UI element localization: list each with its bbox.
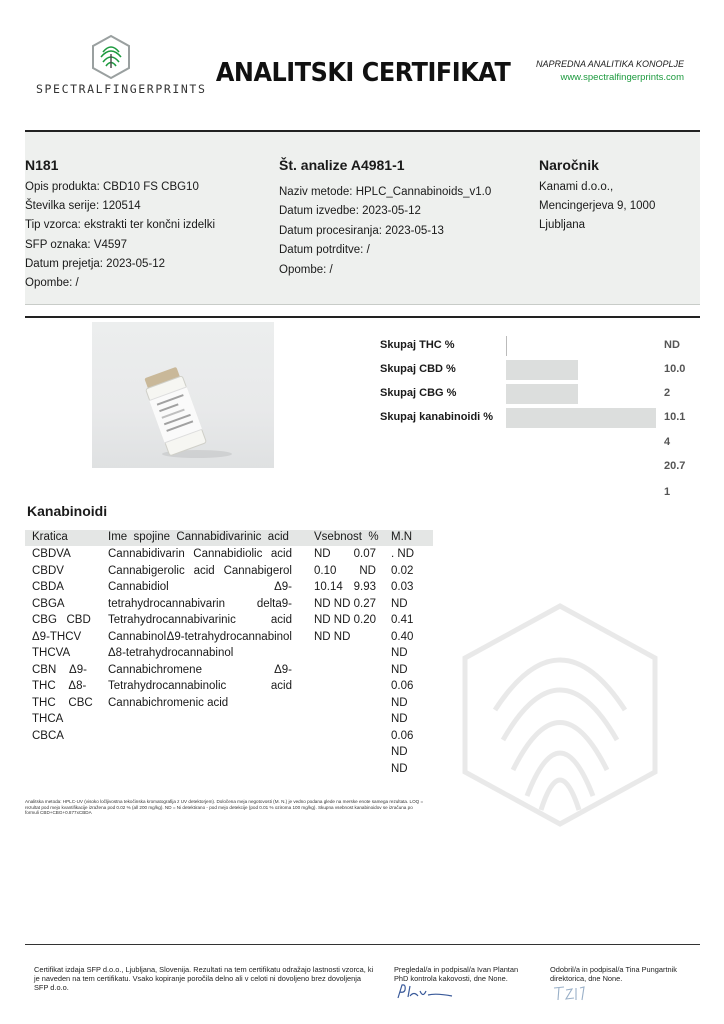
vsebnost-row xyxy=(314,596,376,613)
ime-word: Δ9-tetrahydrocannabinol xyxy=(166,630,292,643)
vsebnost-row xyxy=(314,629,376,646)
info-panel xyxy=(25,132,700,305)
kratica-cell: THC Δ8- xyxy=(32,680,87,692)
client-info xyxy=(539,156,655,236)
brand-logo xyxy=(36,34,207,106)
summary-bar xyxy=(506,360,578,380)
ime-word: Cannabinol xyxy=(108,630,167,643)
mn-cell: ND xyxy=(391,696,408,709)
mn-cell: ND xyxy=(391,597,408,610)
analysis-info xyxy=(279,156,491,280)
ime-word: tetrahydrocannabivarin xyxy=(108,597,225,610)
brand-contact xyxy=(536,58,684,84)
vsebnost-value: 0.07 xyxy=(353,548,376,560)
kratica-cell: CBDA xyxy=(32,581,64,593)
kratica-cell: CBG CBD xyxy=(32,614,91,626)
ime-word: Cannabichromene xyxy=(108,663,202,676)
header-ime: Ime spojine Cannabidivarinic acid xyxy=(108,531,289,543)
ime-word: Cannabidiol xyxy=(108,581,169,593)
footer-approved: Odobril/a in podpisal/a Tina Pungartnik direktorica, dne None. xyxy=(550,965,677,983)
product-line: Opombe: / xyxy=(25,277,79,290)
vial-icon xyxy=(137,364,213,462)
ime-row xyxy=(108,546,292,563)
mn-cell: . ND xyxy=(391,548,414,560)
ime-row xyxy=(108,629,292,646)
ime-word: delta9- xyxy=(256,597,292,610)
vsebnost-value: 10.14 xyxy=(314,581,343,593)
ime-word: Δ8-tetrahydrocannabinol xyxy=(108,647,234,659)
analysis-heading: Št. analize A4981-1 xyxy=(279,157,405,173)
summary-bar-track xyxy=(506,408,656,428)
vsebnost-value: ND xyxy=(359,564,376,577)
vsebnost-row xyxy=(314,563,376,580)
mn-cell: ND xyxy=(391,762,408,775)
client-line: Mencingerjeva 9, 1000 xyxy=(539,200,656,213)
ime-row xyxy=(108,645,292,662)
client-line: Kanami d.o.o., xyxy=(539,181,614,193)
summary-extra-value: 20.7 xyxy=(664,460,686,472)
brand-name: SPECTRALFINGERPRINTS xyxy=(36,82,207,96)
summary-bar xyxy=(506,384,578,404)
ime-word: acid xyxy=(270,680,292,692)
vsebnost-value: ND ND xyxy=(314,630,351,643)
vsebnost-value: ND ND xyxy=(314,597,351,610)
ime-word: Cannabigerol xyxy=(223,564,292,577)
fingerprint-logo-icon xyxy=(89,34,133,80)
summary-bar-track xyxy=(506,336,656,356)
kratica-cell: CBCA xyxy=(32,729,64,742)
summary-bar-track xyxy=(506,384,656,404)
vsebnost-column xyxy=(314,546,376,645)
mn-cell: 0.06 xyxy=(391,729,414,742)
ime-word: Tetrahydrocannabinolic xyxy=(108,680,227,692)
ime-word: Cannabidiolic xyxy=(193,548,263,560)
analysis-line: Opombe: / xyxy=(279,263,333,276)
summary-bar xyxy=(506,408,656,428)
kratica-cell: CBGA xyxy=(32,597,65,610)
summary-bar xyxy=(506,336,507,356)
mn-cell: 0.40 xyxy=(391,630,414,643)
mn-cell: ND xyxy=(391,663,408,676)
header-kratica: Kratica xyxy=(32,531,68,543)
method-footnote: Analitska metoda: HPLC-UV (visoko ločljivostna tekočinska kromatografija z UV detektorjem). Določena meja negotovosti (M. N.) je vedno podana glede na merske enote samega rezultata. LOQ = rezultat pod mejo kvantifikacije izražena pod 0.02 % (all 200 mg/kg). ND = Ni detektirano - pod mejo detekcije (pod 0.01 % oziroma 100 mg/kg). Skupna vsebnost kanabinoidov se izračuna po formuli CBD+CBG+0.877xCBDA xyxy=(25,799,424,816)
summary-bar-track xyxy=(506,360,656,380)
mn-cell: ND xyxy=(391,647,408,659)
watermark-logo-icon xyxy=(455,600,665,830)
brand-tagline: NAPREDNA ANALITIKA KONOPLJE xyxy=(535,59,684,69)
document-title: ANALITSKI CERTIFIKAT xyxy=(215,58,511,88)
product-info xyxy=(25,156,215,293)
footer-issuer: Certifikat izdaja SFP d.o.o., Ljubljana, Slovenija. Rezultati na tem certifikatu odražajo lastnosti vzorca, ki je naveden na tem certifikatu. Vsako kopiranje poročila delno ali v celoti ni dovoljeno brez dovoljenja SFP d.o.o. xyxy=(34,965,374,992)
mn-column xyxy=(391,546,414,777)
summary-value: 2 xyxy=(664,387,671,399)
mn-cell: 0.03 xyxy=(391,581,414,593)
ime-row xyxy=(108,695,292,712)
product-line: Datum prejetja: 2023-05-12 xyxy=(25,257,165,270)
ime-column xyxy=(108,546,292,711)
mn-cell: 0.41 xyxy=(391,614,414,626)
mn-cell: ND xyxy=(391,746,408,758)
vsebnost-value: 0.27 xyxy=(353,597,376,610)
ime-word: Δ9- xyxy=(274,581,292,593)
analysis-line: Datum procesiranja: 2023-05-13 xyxy=(279,224,444,237)
summary-label: Skupaj kanabinoidi % xyxy=(380,411,494,423)
analysis-line: Datum potrditve: / xyxy=(279,244,370,257)
summary-label: Skupaj CBG % xyxy=(380,387,457,399)
vsebnost-row xyxy=(314,612,376,629)
ime-row xyxy=(108,662,292,679)
mn-cell: 0.06 xyxy=(391,680,414,692)
ime-row xyxy=(108,612,292,629)
summary-extra-value: 1 xyxy=(664,486,671,498)
footer-reviewed: Pregledal/a in podpisal/a Ivan Plantan PhD kontrola kakovosti, dne None. xyxy=(394,965,519,983)
bottom-divider xyxy=(25,944,700,945)
sample-photo xyxy=(92,322,274,468)
ime-row xyxy=(108,596,292,613)
kratica-cell: CBDV xyxy=(32,564,64,577)
table-header xyxy=(25,530,433,546)
vsebnost-value: 9.93 xyxy=(353,581,376,593)
ime-row xyxy=(108,678,292,695)
client-heading: Naročnik xyxy=(539,157,599,173)
analysis-line: Naziv metode: HPLC_Cannabinoids_v1.0 xyxy=(279,186,492,198)
client-line: Ljubljana xyxy=(539,219,586,232)
kratica-cell: Δ9-THCV xyxy=(32,630,82,643)
product-line: Opis produkta: CBD10 FS CBG10 xyxy=(25,181,199,193)
mn-cell: ND xyxy=(391,713,408,725)
ime-word: acid xyxy=(270,614,292,626)
ime-word: Tetrahydrocannabivarinic xyxy=(108,614,236,626)
vsebnost-value: 0.20 xyxy=(353,614,376,626)
summary-value: ND xyxy=(664,339,680,351)
kratica-cell: CBN Δ9- xyxy=(32,663,87,676)
vsebnost-value: 0.10 xyxy=(314,564,337,577)
header-vsebnost: Vsebnost % xyxy=(314,531,379,543)
kratica-cell: THCVA xyxy=(32,647,71,659)
kratica-cell: THC CBC xyxy=(32,696,93,709)
reviewer-signature-icon xyxy=(396,982,456,1002)
header-mn: M.N xyxy=(391,531,413,543)
middle-divider xyxy=(25,316,700,318)
ime-word: acid xyxy=(193,564,215,577)
ime-word: acid xyxy=(270,548,292,560)
brand-url[interactable]: www.spectralfingerprints.com xyxy=(560,72,684,83)
product-line: SFP oznaka: V4597 xyxy=(25,238,128,251)
summary-extra-value: 4 xyxy=(664,436,671,448)
vsebnost-value: ND ND xyxy=(314,614,351,626)
vsebnost-row xyxy=(314,579,376,596)
summary-label: Skupaj THC % xyxy=(380,339,455,351)
product-heading: N181 xyxy=(25,157,59,173)
vsebnost-value: ND xyxy=(314,548,331,560)
summary-label: Skupaj CBD % xyxy=(380,363,456,375)
mn-cell: 0.02 xyxy=(391,564,414,577)
ime-row xyxy=(108,579,292,596)
ime-word: Cannabichromenic acid xyxy=(108,696,229,709)
vsebnost-row xyxy=(314,546,376,563)
summary-value: 10.1 xyxy=(664,411,686,423)
kratica-column xyxy=(32,546,93,744)
summary-value: 10.0 xyxy=(664,363,686,375)
analysis-line: Datum izvedbe: 2023-05-12 xyxy=(279,205,421,218)
ime-row xyxy=(108,563,292,580)
ime-word: Cannabigerolic xyxy=(108,564,185,577)
ime-word: Δ9- xyxy=(274,663,292,676)
product-line: Tip vzorca: ekstrakti ter končni izdelki xyxy=(25,219,216,232)
ime-word: Cannabidivarin xyxy=(108,548,185,560)
kratica-cell: THCA xyxy=(32,713,64,725)
kratica-cell: CBDVA xyxy=(32,548,71,560)
product-line: Številka serije: 120514 xyxy=(25,200,141,213)
cannabinoids-title: Kanabinoidi xyxy=(27,503,108,519)
approver-signature-icon xyxy=(552,982,592,1004)
